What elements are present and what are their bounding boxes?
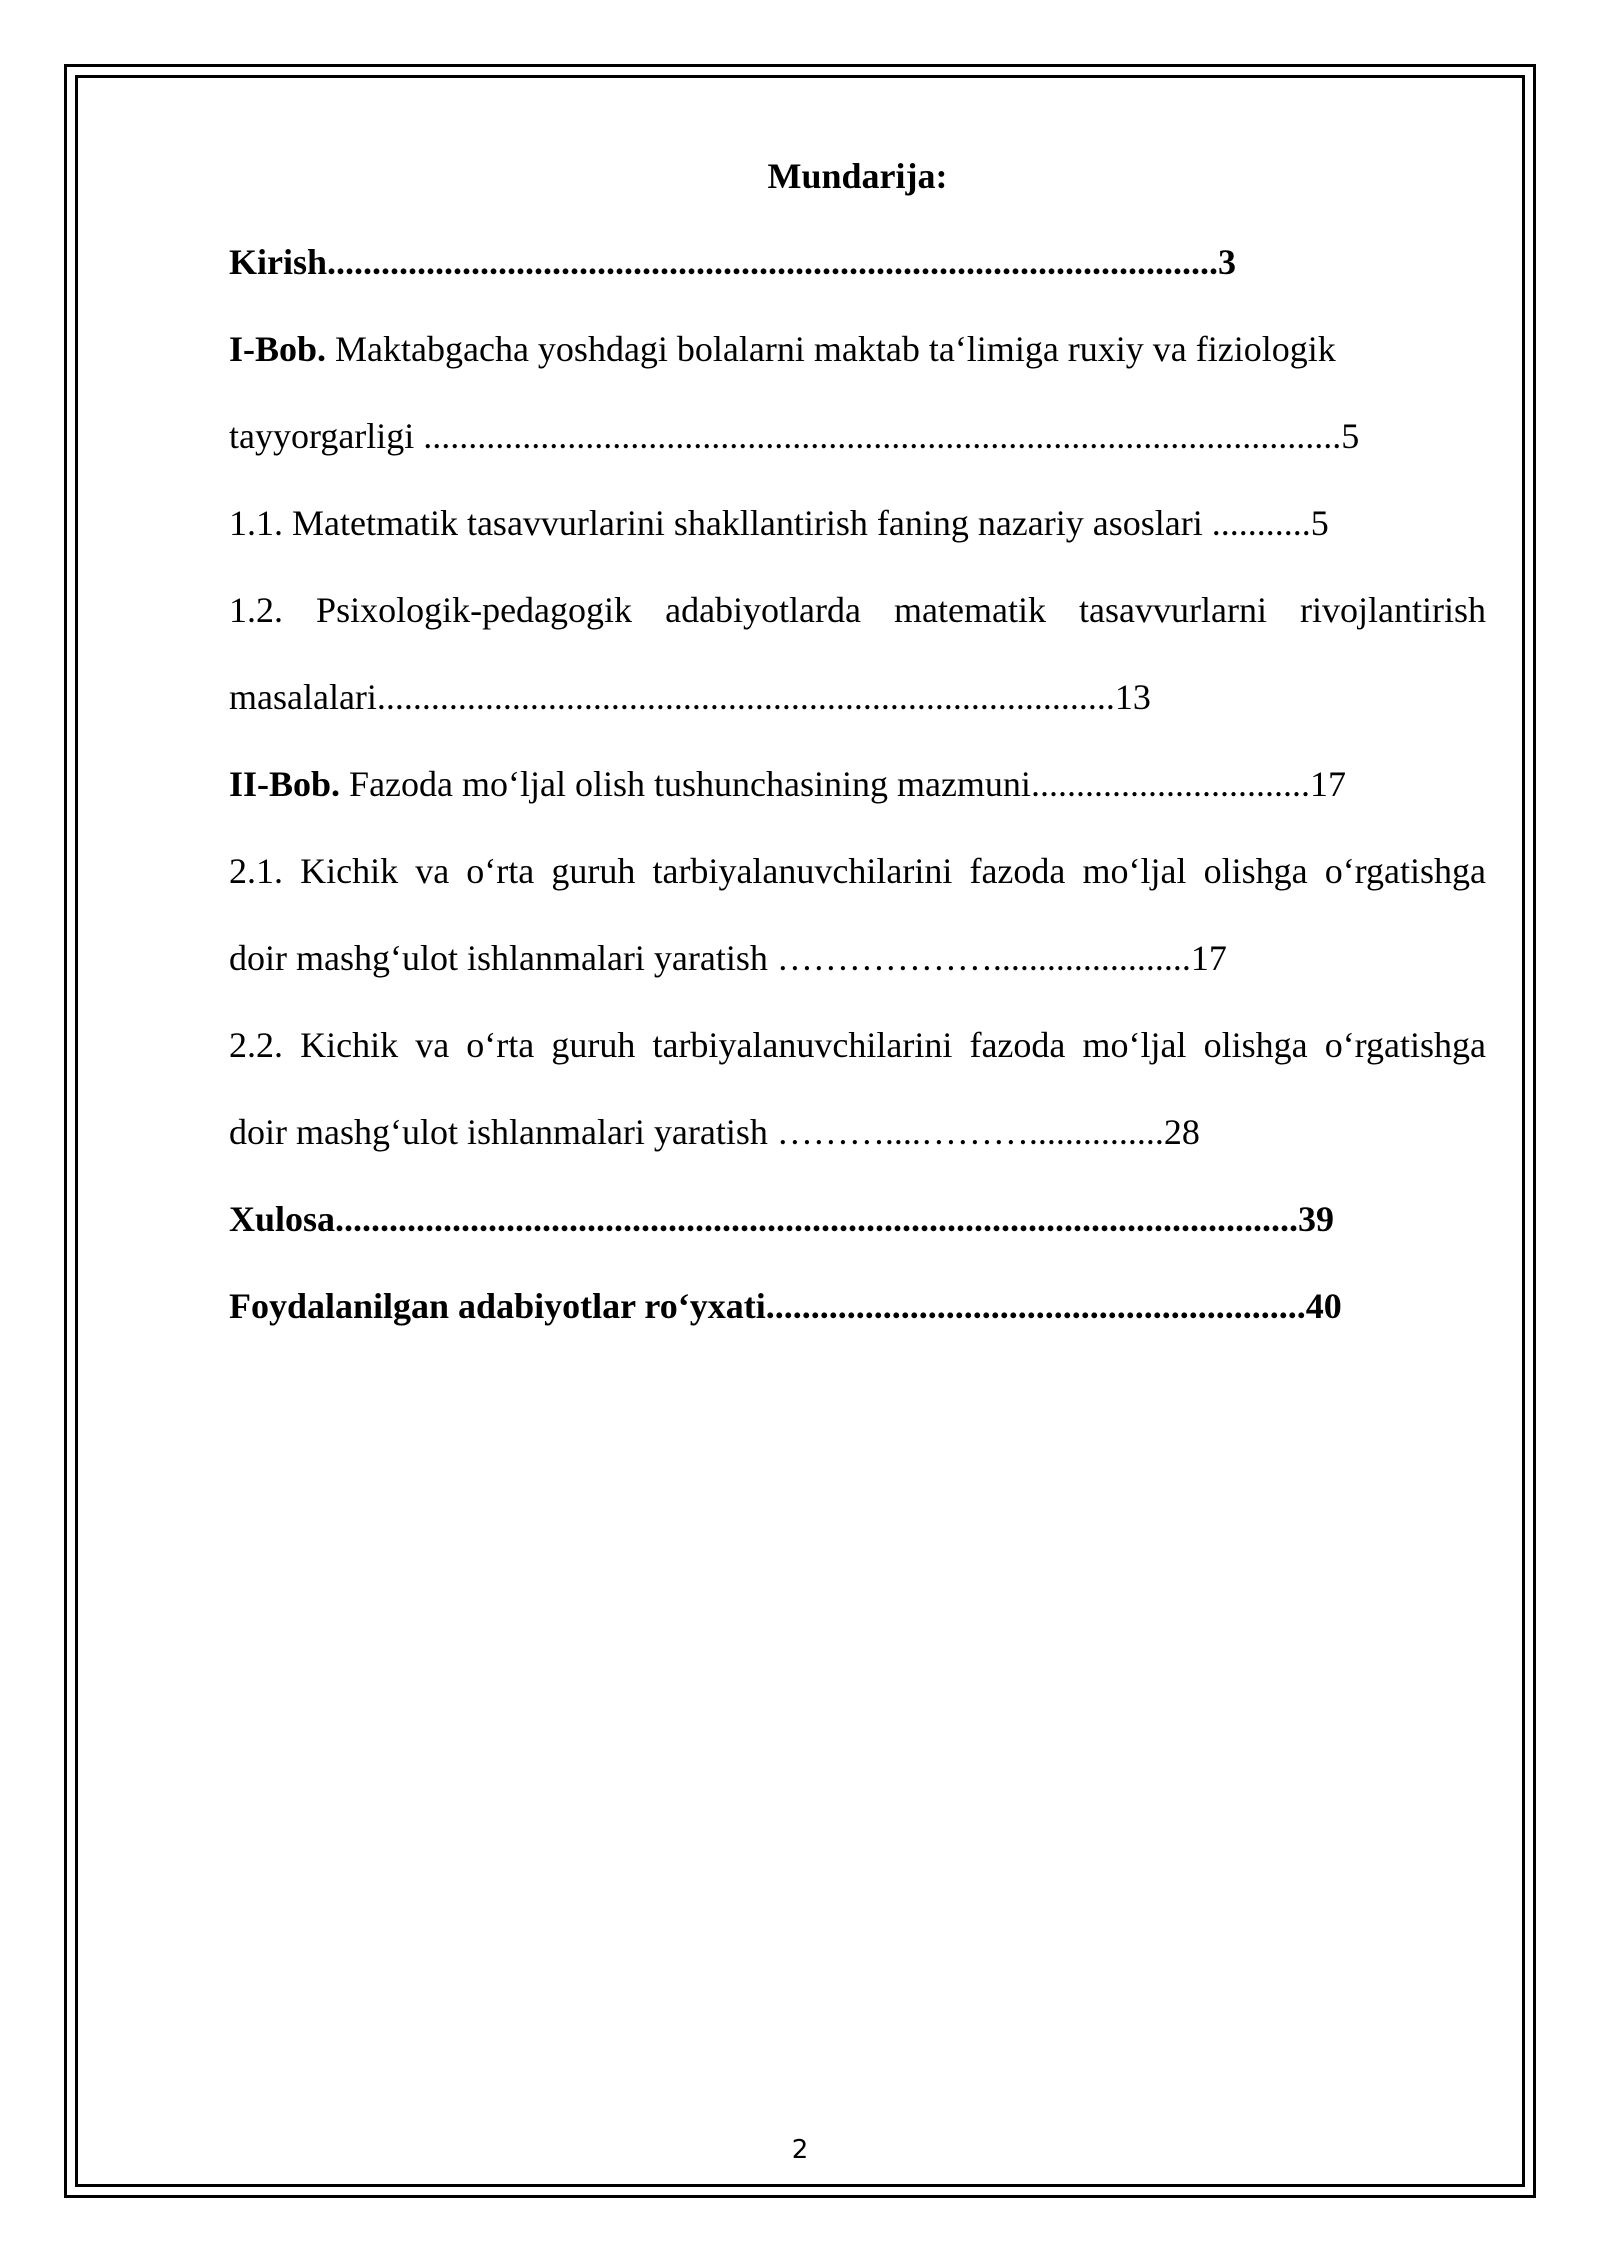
toc-chapter-prefix: II-Bob. bbox=[229, 764, 341, 804]
toc-entry-label: Xulosa bbox=[229, 1199, 336, 1239]
toc-leader-dots: ............................................................ bbox=[765, 1286, 1306, 1326]
toc-leader-dots: ........... bbox=[1211, 503, 1311, 543]
toc-entry-sec11 bbox=[229, 497, 1329, 549]
toc-entry-text: Maktabgacha yoshdagi bolalarni maktab ta‘limiga ruxiy va fiziologik bbox=[326, 329, 1336, 369]
toc-entry-sec21-line1: 2.1. Kichik va o‘rta guruh tarbiyalanuvchilarini fazoda mo‘ljal olishga o‘rgatishga bbox=[229, 851, 1486, 891]
toc-entry-sec22-line2 bbox=[229, 1106, 1200, 1158]
toc-leader-dots: ............................... bbox=[1030, 764, 1310, 804]
toc-entry-label: Foydalanilgan adabiyotlar ro‘yxati bbox=[229, 1286, 766, 1326]
toc-entry-bob1-line1 bbox=[229, 323, 1336, 375]
toc-entry-sec12-line1: 1.2. Psixologik-pedagogik adabiyotlarda matematik tasavvurlarni rivojlantirish bbox=[229, 590, 1486, 630]
toc-entry-text: masalalari bbox=[229, 677, 377, 717]
toc-page-number: 13 bbox=[1114, 677, 1151, 717]
toc-leader-dots: ................................................................................................... bbox=[327, 242, 1219, 282]
toc-leader-dots: ........................................................................................................... bbox=[335, 1199, 1299, 1239]
toc-page-number: 17 bbox=[1190, 938, 1227, 978]
toc-page-number: 17 bbox=[1309, 764, 1346, 804]
toc-entry-sec12-line2 bbox=[229, 671, 1151, 723]
toc-entry-bob1-line2 bbox=[229, 410, 1359, 462]
toc-leader-dots: ………....………............... bbox=[776, 1112, 1164, 1152]
toc-leader-dots: .................................................................................. bbox=[376, 677, 1115, 717]
toc-chapter-prefix: I-Bob. bbox=[229, 329, 327, 369]
toc-entry-text: 1.1. Matetmatik tasavvurlarini shakllantirish faning nazariy asoslari bbox=[229, 503, 1212, 543]
toc-entry-sec22-line1: 2.2. Kichik va o‘rta guruh tarbiyalanuvchilarini fazoda mo‘ljal olishga o‘rgatishga bbox=[229, 1025, 1486, 1065]
toc-entry-sec21-line2 bbox=[229, 932, 1227, 984]
toc-page-number: 39 bbox=[1298, 1199, 1335, 1239]
toc-entry-text: Fazoda mo‘ljal olish tushunchasining mazmuni bbox=[340, 764, 1031, 804]
toc-entry-text: doir mashg‘ulot ishlanmalari yaratish bbox=[229, 938, 777, 978]
toc-page-number: 5 bbox=[1341, 416, 1360, 456]
toc-page-number: 40 bbox=[1305, 1286, 1342, 1326]
toc-entry-references bbox=[229, 1280, 1342, 1332]
page-number: 2 bbox=[791, 2135, 809, 2165]
toc-entry-text: doir mashg‘ulot ishlanmalari yaratish bbox=[229, 1112, 777, 1152]
toc-page-number: 3 bbox=[1218, 242, 1237, 282]
toc-page-number: 28 bbox=[1163, 1112, 1200, 1152]
toc-page-number: 5 bbox=[1310, 503, 1329, 543]
toc-entry-kirish bbox=[229, 236, 1236, 288]
toc-title: Mundarija: bbox=[767, 156, 948, 196]
toc-leader-dots: ………………...................... bbox=[776, 938, 1191, 978]
toc-leader-dots: ...................................................................................................... bbox=[423, 416, 1342, 456]
toc-entry-bob2 bbox=[229, 758, 1346, 810]
toc-entry-label: Kirish bbox=[229, 242, 328, 282]
toc-entry-xulosa bbox=[229, 1193, 1334, 1245]
toc-entry-text: tayyorgarligi bbox=[229, 416, 424, 456]
